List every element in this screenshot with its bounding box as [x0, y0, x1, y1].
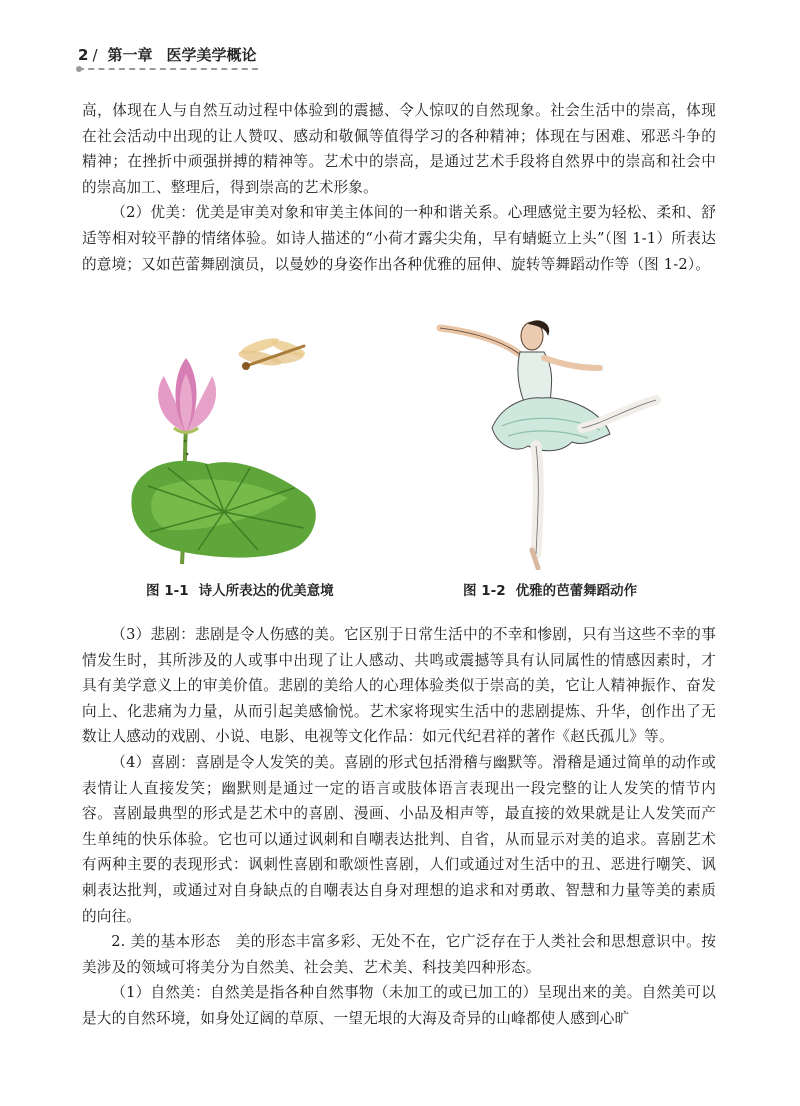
body-text-top [82, 98, 716, 277]
lotus-leaf-graphic [131, 461, 315, 558]
lotus-flower-graphic [158, 358, 216, 433]
figure-caption-1-1 [146, 579, 334, 599]
figure-lotus-illustration [128, 336, 328, 564]
figure-caption-text: 诗人所表达的优美意境 [198, 583, 334, 599]
page-number: 2 [78, 46, 89, 64]
figure-number: 图 1-2 [463, 583, 506, 599]
ballerina-image [432, 318, 662, 570]
chapter-title: 医学美学概论 [166, 46, 257, 64]
paragraph: 2. 美的基本形态 美的形态丰富多彩、无处不在，它广泛存在于人类社会和思想意识中。按美涉及的领域可将美分为自然美、社会美、艺术美、科技美四种形态。 [82, 933, 716, 976]
lotus-dragonfly-image [128, 336, 328, 564]
figure-number: 图 1-1 [146, 583, 189, 599]
body-text-bottom [82, 622, 716, 1032]
header-dashed-rule [78, 68, 258, 70]
chapter-number: 第一章 [107, 46, 153, 64]
running-header [78, 44, 278, 68]
header-separator: / [92, 46, 98, 64]
dragonfly-graphic [237, 336, 306, 370]
paragraph: （2）优美：优美是审美对象和审美主体间的一种和谐关系。心理感觉主要为轻松、柔和、舒适等相对较平静的情绪体验。如诗人描述的“小荷才露尖尖角，早有蜻蜓立上头”（图 1-1）所表达的意境；又如芭蕾舞剧演员，以曼妙的身姿作出各种优雅的屈伸、旋转等舞蹈动作等（图 1-2）。 [82, 204, 716, 273]
figure-ballerina-illustration [432, 318, 662, 570]
paragraph: 高，体现在人与自然互动过程中体验到的震撼、令人惊叹的自然现象。社会生活中的崇高，体现在社会活动中出现的让人赞叹、感动和敬佩等值得学习的各种精神；体现在与困难、邪恶斗争的精神；在挫折中顽强拼搏的精神等。艺术中的崇高，是通过艺术手段将自然界中的崇高和社会中的崇高加工、整理后，得到崇高的艺术形象。 [82, 102, 716, 196]
figure-caption-text: 优雅的芭蕾舞蹈动作 [515, 583, 638, 599]
paragraph: （4）喜剧：喜剧是令人发笑的美。喜剧的形式包括滑稽与幽默等。滑稽是通过简单的动作或表情让人直接发笑；幽默则是通过一定的语言或肢体语言表现出一段完整的让人发笑的情节内容。喜剧最典型的形式是艺术中的喜剧、漫画、小品及相声等，最直接的效果就是让人发笑而产生单纯的快乐体验。它也可以通过讽刺和自嘲表达批判、自省，从而显示对美的追求。喜剧艺术有两种主要的表现形式：讽刺性喜剧和歌颂性喜剧，人们或通过对生活中的丑、恶进行嘲笑、讽刺表达批判，或通过对自身缺点的自嘲表达自身对理想的追求和对勇敢、智慧和力量等美的素质的向往。 [82, 753, 716, 925]
figure-caption-1-2 [463, 579, 637, 599]
paragraph: （3）悲剧：悲剧是令人伤感的美。它区别于日常生活中的不幸和惨剧，只有当这些不幸的事情发生时，其所涉及的人或事中出现了让人感动、共鸣或震撼等具有认同属性的情感因素时，才具有美学意义上的审美价值。悲剧的美给人的心理体验类似于崇高的美，它让人精神振作、奋发向上、化悲痛为力量，从而引起美感愉悦。艺术家将现实生活中的悲剧提炼、升华，创作出了无数让人感动的戏剧、小说、电影、电视等文化作品：如元代纪君祥的著作《赵氏孤儿》等。 [82, 626, 716, 746]
paragraph: （1）自然美：自然美是指各种自然事物（未加工的或已加工的）呈现出来的美。自然美可以是大的自然环境，如身处辽阔的草原、一望无垠的大海及奇异的山峰都使人感到心旷 [82, 984, 716, 1027]
